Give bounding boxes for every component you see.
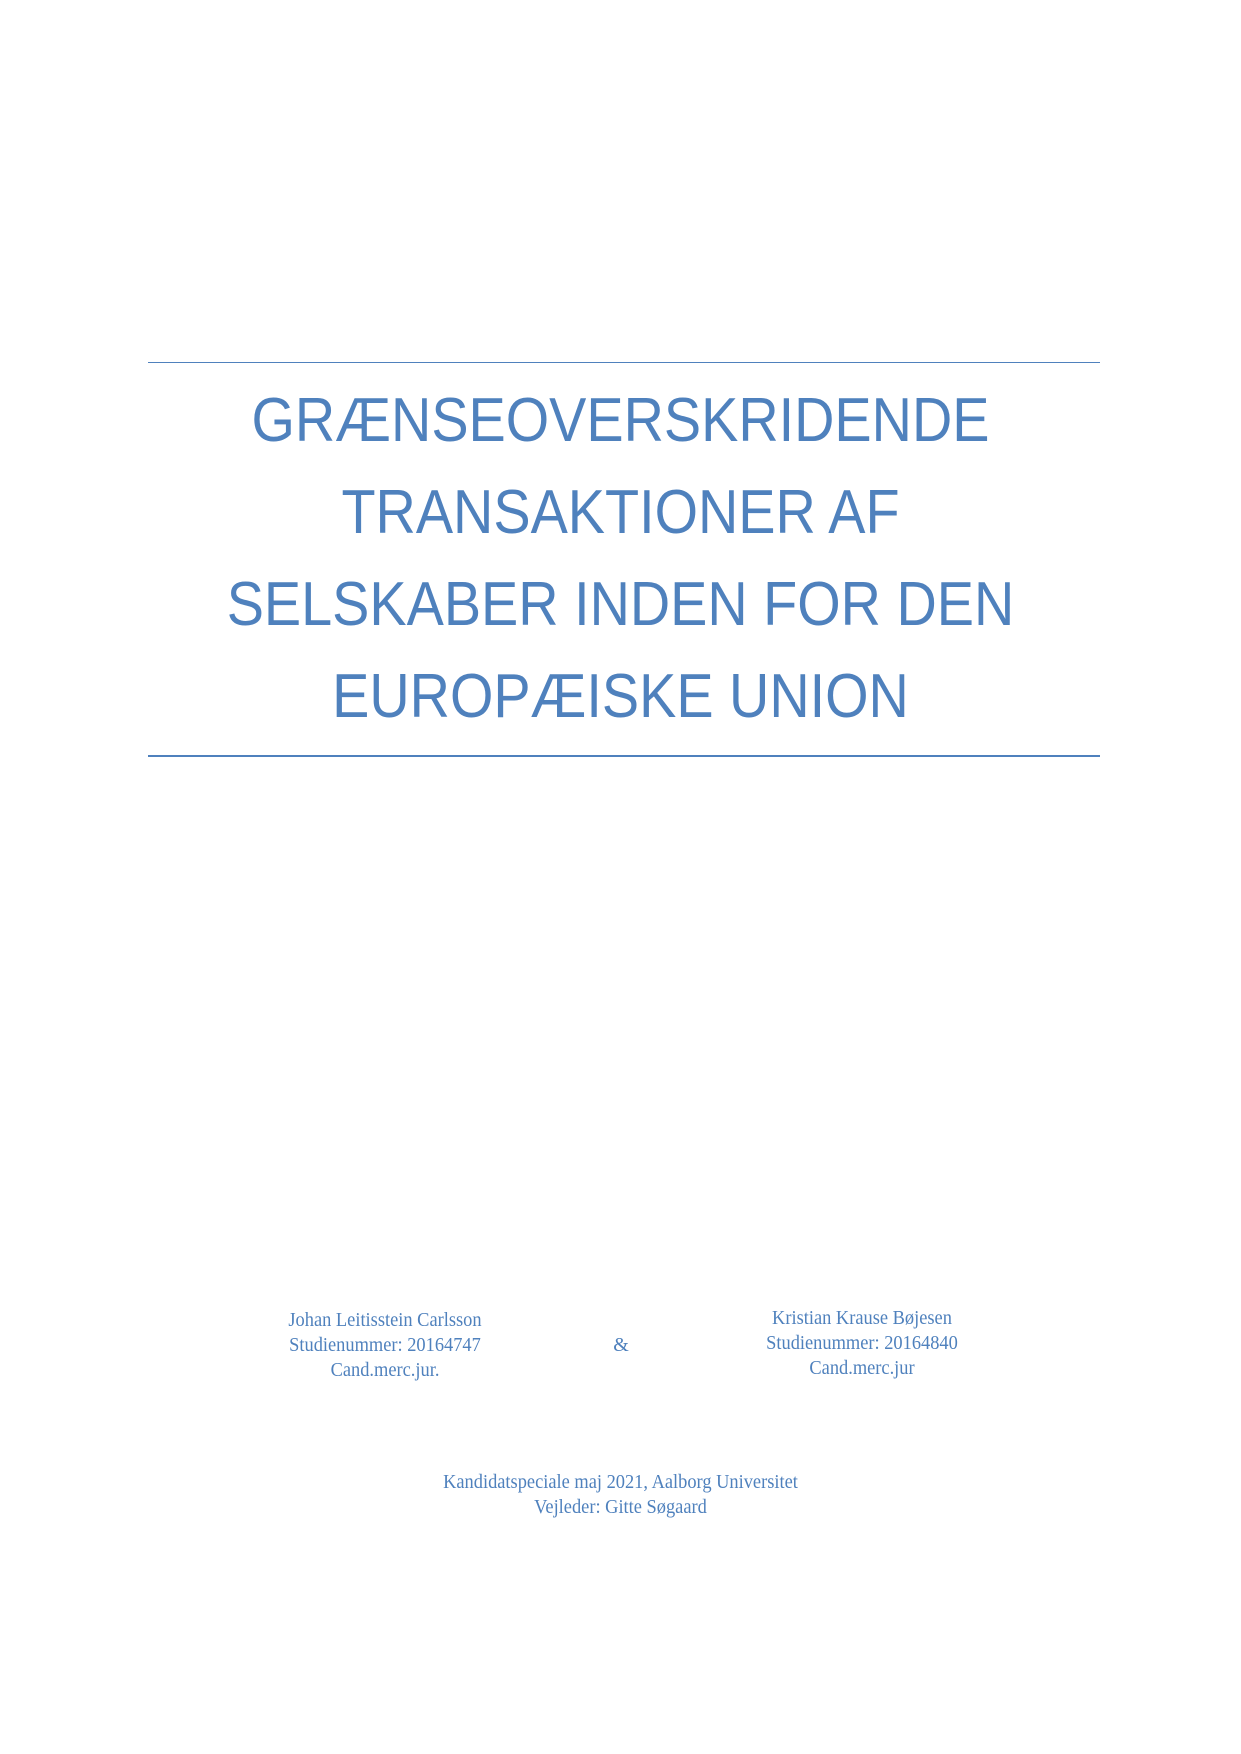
title-line: TRANSAKTIONER AF <box>341 478 900 547</box>
thesis-info <box>0 1470 1241 1520</box>
author-programme: Cand.merc.jur. <box>330 1359 440 1381</box>
title-top-rule <box>148 362 1100 363</box>
title-line: EUROPÆISKE UNION <box>332 662 909 731</box>
author-name: Johan Leitisstein Carlsson <box>288 1309 482 1331</box>
author-separator: & <box>613 1334 629 1356</box>
author-name: Kristian Krause Bøjesen <box>772 1307 952 1329</box>
title-line: SELSKABER INDEN FOR DEN <box>226 570 1015 639</box>
title-line: GRÆNSEOVERSKRIDENDE <box>251 386 990 455</box>
author-block-1 <box>215 1308 555 1383</box>
author-student-number: Studienummer: 20164840 <box>766 1332 958 1354</box>
author-programme: Cand.merc.jur <box>809 1357 915 1379</box>
page-title <box>0 375 1241 743</box>
thesis-description: Kandidatspeciale maj 2021, Aalborg Universitet <box>443 1471 798 1493</box>
supervisor: Vejleder: Gitte Søgaard <box>534 1496 707 1518</box>
author-block-2 <box>692 1306 1032 1381</box>
author-student-number: Studienummer: 20164747 <box>289 1334 481 1356</box>
title-bottom-rule <box>148 755 1100 757</box>
